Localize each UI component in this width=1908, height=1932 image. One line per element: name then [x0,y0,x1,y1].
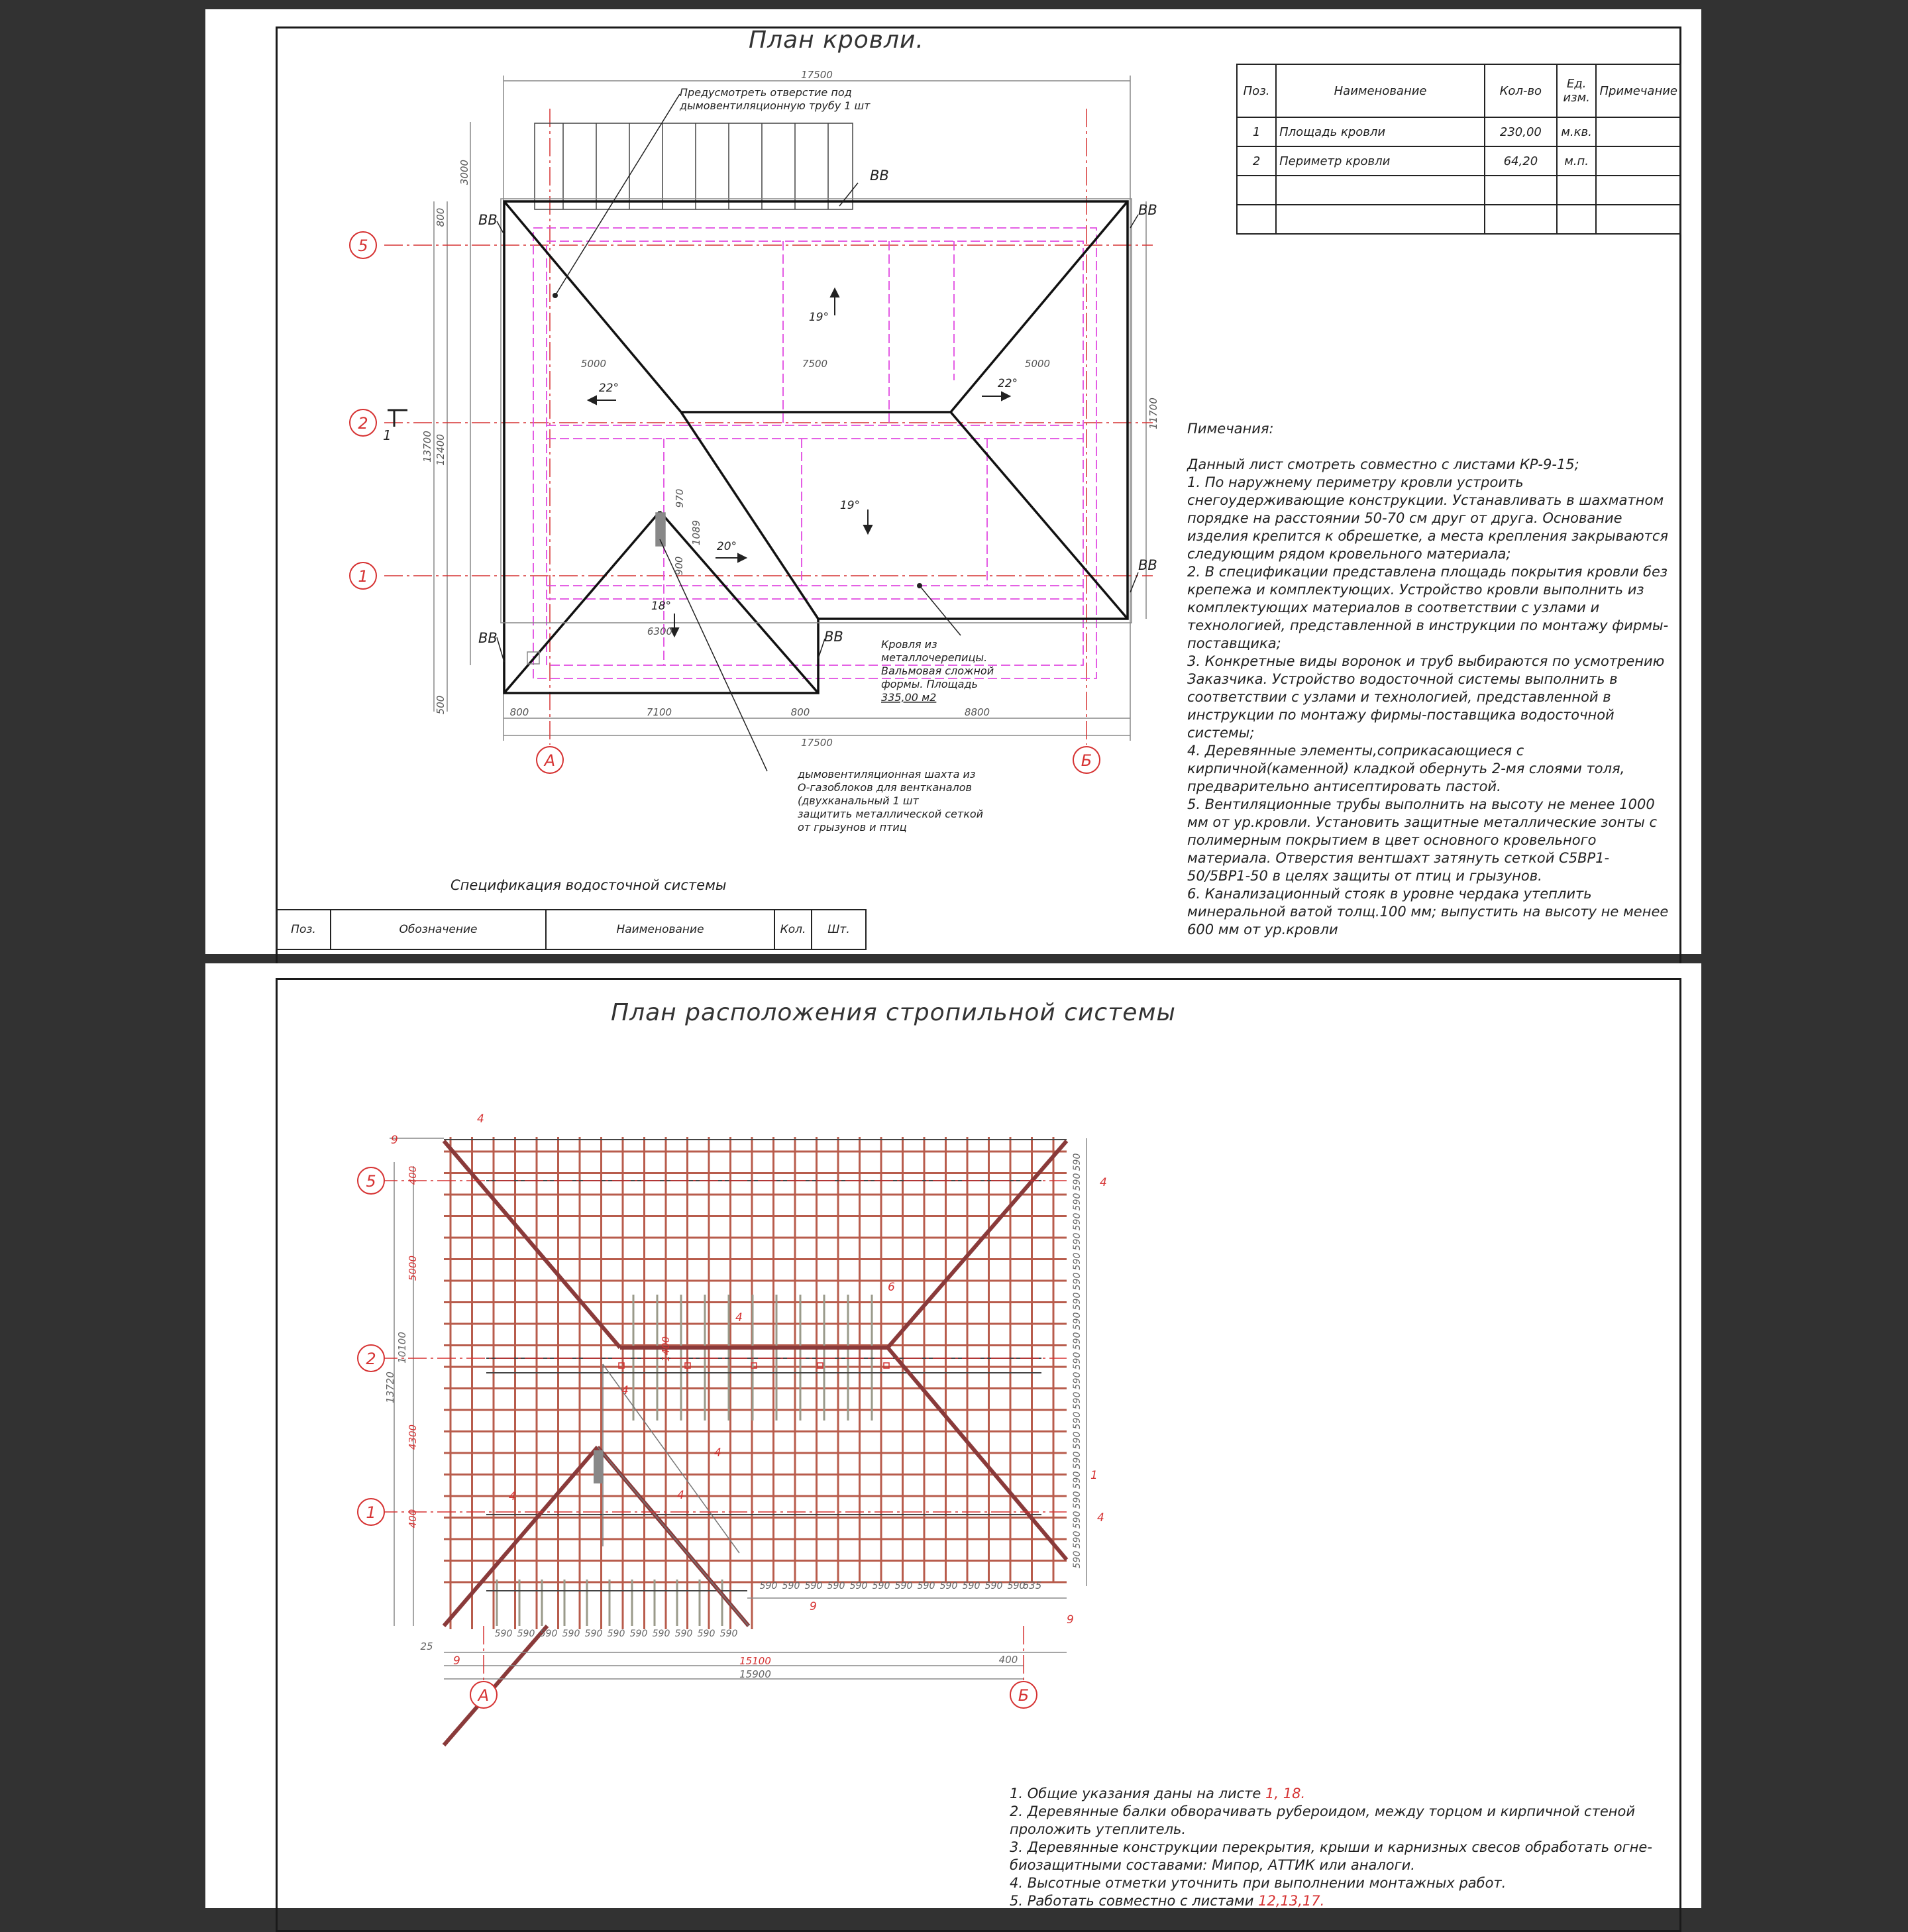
mark-4: 4 [477,1112,484,1126]
note-item: 3. Конкретные виды воронок и труб выбираются по усмотрению Заказчика. Устройство водосточной системы выполнить в соответствии с узлами и технологией, представленной в инструкции по монтажу фирмы-поставщика водосточной системы; [1187,653,1665,741]
spacing-dim: 590 [1072,1312,1083,1330]
mark-4: 4 [509,1490,516,1503]
spacing-dims-bottom [495,1629,738,1639]
spacing-dim: 590 [849,1581,868,1591]
spacing-dim: 590 [1072,1212,1083,1231]
slope-18: 18° [651,600,672,613]
note-item: 5. Вентиляционные трубы выполнить на высоту не менее 1000 мм от ур.кровли. Установить защитные металлические зонты с полимерным покрытием в цвет основного кровельного материала. Отверстия вентшахт затянуть сеткой С5ВР1-50/5ВР1-50 в целях защиты от птиц и грызунов. [1187,796,1658,884]
dim-4300: 4300 [407,1424,419,1450]
mark-4: 4 [714,1446,721,1460]
spacing-dim: 590 [1072,1391,1083,1410]
spec-header-qty: Кол-во [1485,64,1557,117]
notes-intro: Данный лист смотреть совместно с листами КР-9-15; [1187,456,1579,472]
mark-9: 9 [810,1600,817,1613]
dim-5000: 5000 [407,1255,419,1281]
spec-header-unit: Ед. изм. [1557,64,1597,117]
spacing-dim: 590 [1072,1332,1083,1350]
slope-20: 20° [716,540,737,553]
mark-9: 9 [391,1134,398,1147]
cell: Периметр кровли [1276,146,1485,176]
dim-500: 500 [435,695,447,715]
axis-2-label: 2 [358,414,368,433]
mark-4: 4 [621,1384,629,1397]
downpipe-label: ВВ [824,629,843,645]
cell [1485,176,1557,205]
dim-top: 17500 [801,69,833,81]
mark-6: 6 [888,1281,895,1294]
dim-5000-b: 5000 [1024,358,1051,370]
dim-1400: 1400 [660,1336,672,1362]
mark-9: 9 [453,1654,460,1668]
shaft-callout-1: дымовентиляционная шахта из [798,768,976,780]
cell [1557,176,1597,205]
dim-3000: 3000 [458,159,470,186]
cell [1237,205,1276,234]
slope-22-left: 22° [598,382,619,395]
note-item [1010,1874,1672,1892]
cell [1596,117,1681,146]
spacing-dim: 590 [1072,1371,1083,1390]
leader-dot [917,583,922,588]
spacing-dim: 590 [804,1581,823,1591]
spacing-dim: 590 [1072,1232,1083,1251]
shaft-callout-3: (двухканальный 1 шт [798,794,919,807]
dim-635: 635 [1022,1580,1042,1591]
mark-4: 4 [1097,1511,1104,1525]
spacing-dim: 590 [1072,1193,1083,1211]
spacing-dim: 590 [782,1581,800,1591]
vent-shaft [594,1450,603,1483]
shaft-callout-4: защитить металлической сеткой [798,808,984,820]
downpipe-label: ВВ [1138,202,1157,218]
cell: 230,00 [1485,117,1557,146]
spacing-dim: 590 [894,1581,913,1591]
spacing-dim: 590 [584,1629,603,1639]
spacing-dim: 590 [939,1581,958,1591]
spacing-dim: 590 [872,1581,890,1591]
dim-800-a: 800 [509,706,529,718]
dim-400-bottom: 400 [998,1654,1018,1666]
downpipe-label: ВВ [1138,557,1157,573]
spacing-dim: 590 [984,1581,1003,1591]
mark-1: 1 [1090,1469,1098,1482]
drainage-header-code: Обозначение [331,910,546,949]
axis-a-label: А [544,751,556,770]
dim-13700: 13700 [421,431,433,462]
slope-22-right: 22° [997,377,1018,390]
dim-12400: 12400 [435,434,447,466]
roofing-callout-2: металлочерепицы. [881,651,988,664]
spacing-dims-right [1072,1154,1083,1569]
spec-header-pos: Поз. [1237,64,1276,117]
spacing-dim: 590 [652,1629,670,1639]
dim-5000-a: 5000 [580,358,607,370]
downpipe-label: ВВ [478,212,498,228]
spacing-dim: 590 [674,1629,693,1639]
dim-800-b: 800 [790,706,810,718]
table-row [1237,146,1681,176]
note-text: 4. Высотные отметки уточнить при выполнении монтажных работ. [1010,1875,1507,1891]
shaft-callout-2: О-газоблоков для вентканалов [798,781,972,794]
drainage-header-qty: Кол. [774,910,812,949]
dim-8800: 8800 [964,706,990,718]
spacing-dim: 590 [629,1629,648,1639]
rafter-plan-title: План расположения стропильной системы [611,999,1176,1026]
spacing-dim: 590 [1072,1471,1083,1489]
sheet-rafter-plan [205,963,1701,1908]
dim-13720: 13720 [384,1371,396,1403]
cell [1596,146,1681,176]
spacing-dim: 590 [1072,1272,1083,1291]
table-row [1237,176,1681,205]
spacing-dim: 590 [1072,1411,1083,1430]
cell: 1 [1237,117,1276,146]
drainage-header-name: Наименование [546,910,774,949]
rafter-plan-drawing [205,963,1701,1908]
note-item [1010,1839,1672,1874]
spacing-dim: 590 [1072,1153,1083,1171]
dim-970: 970 [674,488,686,508]
spacing-dim: 590 [1072,1550,1083,1569]
cell [1557,205,1597,234]
spacing-dim: 590 [494,1629,513,1639]
dim-15100: 15100 [739,1655,771,1667]
downpipe-label: ВВ [870,168,889,184]
note-sheet-ref: 12,13,17. [1258,1893,1325,1909]
spacing-dim: 590 [759,1581,778,1591]
notes-heading: Пимечания: [1187,421,1274,437]
mark-4: 4 [735,1311,743,1324]
cell: Площадь кровли [1276,117,1485,146]
dim-900: 900 [673,556,685,576]
spacing-dim: 590 [539,1629,558,1639]
table-row [1237,205,1681,234]
dim-7500: 7500 [802,358,828,370]
axis-b-label: Б [1081,751,1092,770]
cell [1485,205,1557,234]
roof-spec-table [1236,64,1681,235]
spacing-dim: 590 [562,1629,580,1639]
cell [1596,176,1681,205]
spacing-dim: 590 [1072,1292,1083,1311]
note-item: 6. Канализационный стояк в уровне чердака утеплить минеральной ватой толщ.100 мм; выпустить на высоту не менее 600 мм от ур.кровли [1187,886,1669,938]
mark-4: 4 [1100,1176,1107,1189]
axis-2-label: 2 [366,1350,376,1368]
dim-400-left: 400 [407,1509,419,1529]
note-item [1010,1892,1672,1910]
slope-19-top: 19° [808,311,829,324]
spacing-dim: 590 [1072,1252,1083,1271]
spacing-dim: 590 [1072,1352,1083,1370]
slope-19-bottom: 19° [839,499,861,512]
mark-4: 4 [677,1489,684,1502]
dim-15900: 15900 [739,1668,771,1680]
spacing-dim: 590 [1007,1581,1026,1591]
cell: м.п. [1557,146,1597,176]
dim-25: 25 [420,1640,433,1652]
dim-10100: 10100 [396,1332,408,1364]
drainage-spec-table [276,909,867,950]
drainage-spec-title: Спецификация водосточной системы [450,877,727,893]
leader-dot [553,293,558,298]
note-item [1010,1803,1672,1839]
dim-7100: 7100 [646,706,672,718]
axis-5-label: 5 [358,237,368,255]
spacing-dim: 590 [697,1629,716,1639]
roof-plan-title: План кровли. [749,27,924,54]
dim-11700: 11700 [1147,398,1159,429]
drainage-header-pos: Поз. [276,910,331,949]
note-text: 5. Работать совместно с листами [1010,1893,1259,1909]
cell [1276,205,1485,234]
drainage-header-pcs: Шт. [812,910,866,949]
roofing-callout-4: формы. Площадь [881,678,978,690]
note-item: 1. По наружнему периметру кровли устроить снегоудерживающие конструкции. Устанавливать в шахматном порядке на расстоянии 50-70 см друг от друга. Основание изделия крепится к обрешетке, а места крепления закрываются следующим рядом кровельного материала; [1187,474,1669,562]
note-sheet-ref: 1, 18. [1265,1786,1306,1801]
axis-b-label: Б [1018,1686,1030,1705]
roof-notes [1187,420,1671,939]
dim-6300: 6300 [647,625,673,637]
dim-1089: 1089 [690,519,702,546]
note-text: 1. Общие указания даны на листе [1010,1786,1266,1801]
spacing-dim: 590 [1072,1173,1083,1191]
spacing-dim: 590 [517,1629,535,1639]
cell: 2 [1237,146,1276,176]
axis-1-label: 1 [358,567,368,586]
note-text: 3. Деревянные конструкции перекрытия, крыши и карнизных свесов обработать огне-биозащитными составами: Мипор, АТТИК или аналоги. [1010,1839,1652,1873]
spacing-dim: 590 [917,1581,935,1591]
mark-9: 9 [1067,1613,1074,1627]
cell [1276,176,1485,205]
note-item: 2. В спецификации представлена площадь покрытия кровли без крепежа и комплектующих. Устройство кровли выполнить из комплектующих материалов в соответствии с узлами и технологией, представленной в инструкции по монтажу фирмы-поставщика; [1187,564,1669,651]
downpipe-label: ВВ [478,630,498,646]
roofing-callout-5: 335,00 м2 [881,691,937,704]
section-mark-label: 1 [383,427,392,443]
spacing-dim: 590 [607,1629,625,1639]
cell: м.кв. [1557,117,1597,146]
spec-header-name: Наименование [1276,64,1485,117]
axis-a-label: А [478,1686,490,1705]
spec-header-note: Примечание [1596,64,1681,117]
note-item [1010,1785,1672,1803]
dim-400-top: 400 [407,1165,419,1185]
spacing-dim: 590 [827,1581,845,1591]
spacing-dim: 590 [1072,1431,1083,1450]
spacing-dim: 590 [1072,1491,1083,1509]
spacing-dim: 590 [1072,1451,1083,1470]
note-text: 2. Деревянные балки обворачивать рубероидом, между торцом и кирпичной стеной проложить утеплитель. [1010,1803,1635,1837]
rafter-notes [1010,1785,1672,1910]
spacing-dim: 590 [1072,1530,1083,1549]
shaft-callout-5: от грызунов и птиц [798,821,907,833]
spacing-dim: 590 [719,1629,738,1639]
cell [1237,176,1276,205]
roofing-callout-1: Кровля из [881,638,937,651]
table-row [1237,117,1681,146]
dim-800-left: 800 [435,207,447,227]
axis-5-label: 5 [366,1172,376,1191]
flue-hole-callout: Предусмотреть отверстие под дымовентиляционную трубу 1 шт [680,86,871,112]
sheet-roof-plan [205,9,1701,954]
cell: 64,20 [1485,146,1557,176]
axis-1-label: 1 [366,1503,376,1522]
note-item: 4. Деревянные элементы,соприкасающиеся с кирпичной(каменной) кладкой обернуть 2-мя слоями толя, предварительно антисептировать пастой. [1187,743,1625,794]
spacing-dim: 590 [1072,1511,1083,1529]
roofing-callout-3: Вальмовая сложной [881,665,994,677]
dim-bottom: 17500 [801,737,833,749]
spacing-dim: 590 [962,1581,980,1591]
cell [1596,205,1681,234]
